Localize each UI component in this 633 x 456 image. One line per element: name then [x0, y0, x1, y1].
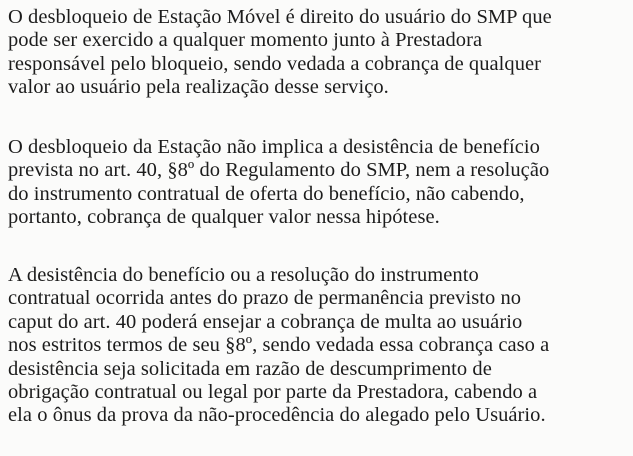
paragraph-line: pode ser exercido a qualquer momento junto à Prestadora: [8, 29, 483, 52]
paragraph-line: portanto, cobrança de qualquer valor nessa hipótese.: [8, 206, 440, 229]
paragraph-line: contratual ocorrida antes do prazo de permanência previsto no: [8, 287, 522, 310]
paragraph-line: nos estritos termos de seu §8º, sendo vedada essa cobrança caso a: [8, 334, 550, 357]
paragraph-1: [8, 6, 552, 100]
paragraph-line: obrigação contratual ou legal por parte da Prestadora, cabendo a: [8, 380, 538, 403]
paragraph-line: ela o ônus da prova da não-procedência do alegado pelo Usuário.: [8, 404, 546, 427]
paragraph-line: valor ao usuário pela realização desse serviço.: [8, 76, 389, 99]
paragraph-line: do instrumento contratual de oferta do benefício, não cabendo,: [8, 182, 525, 205]
paragraph-2: [8, 136, 549, 230]
paragraph-line: O desbloqueio de Estação Móvel é direito do usuário do SMP que: [8, 6, 552, 28]
paragraph-line: prevista no art. 40, §8º do Regulamento do SMP, nem a resolução: [8, 159, 550, 182]
paragraph-3: [8, 264, 549, 428]
paragraph-line: A desistência do benefício ou a resolução do instrumento: [8, 264, 479, 286]
paragraph-line: caput do art. 40 poderá ensejar a cobrança de multa ao usuário: [8, 310, 523, 333]
paragraph-line: responsável pelo bloqueio, sendo vedada a cobrança de qualquer: [8, 52, 542, 75]
paragraph-line: desistência seja solicitada em razão de descumprimento de: [8, 357, 492, 380]
paragraph-line: O desbloqueio da Estação não implica a desistência de benefício: [8, 136, 540, 158]
